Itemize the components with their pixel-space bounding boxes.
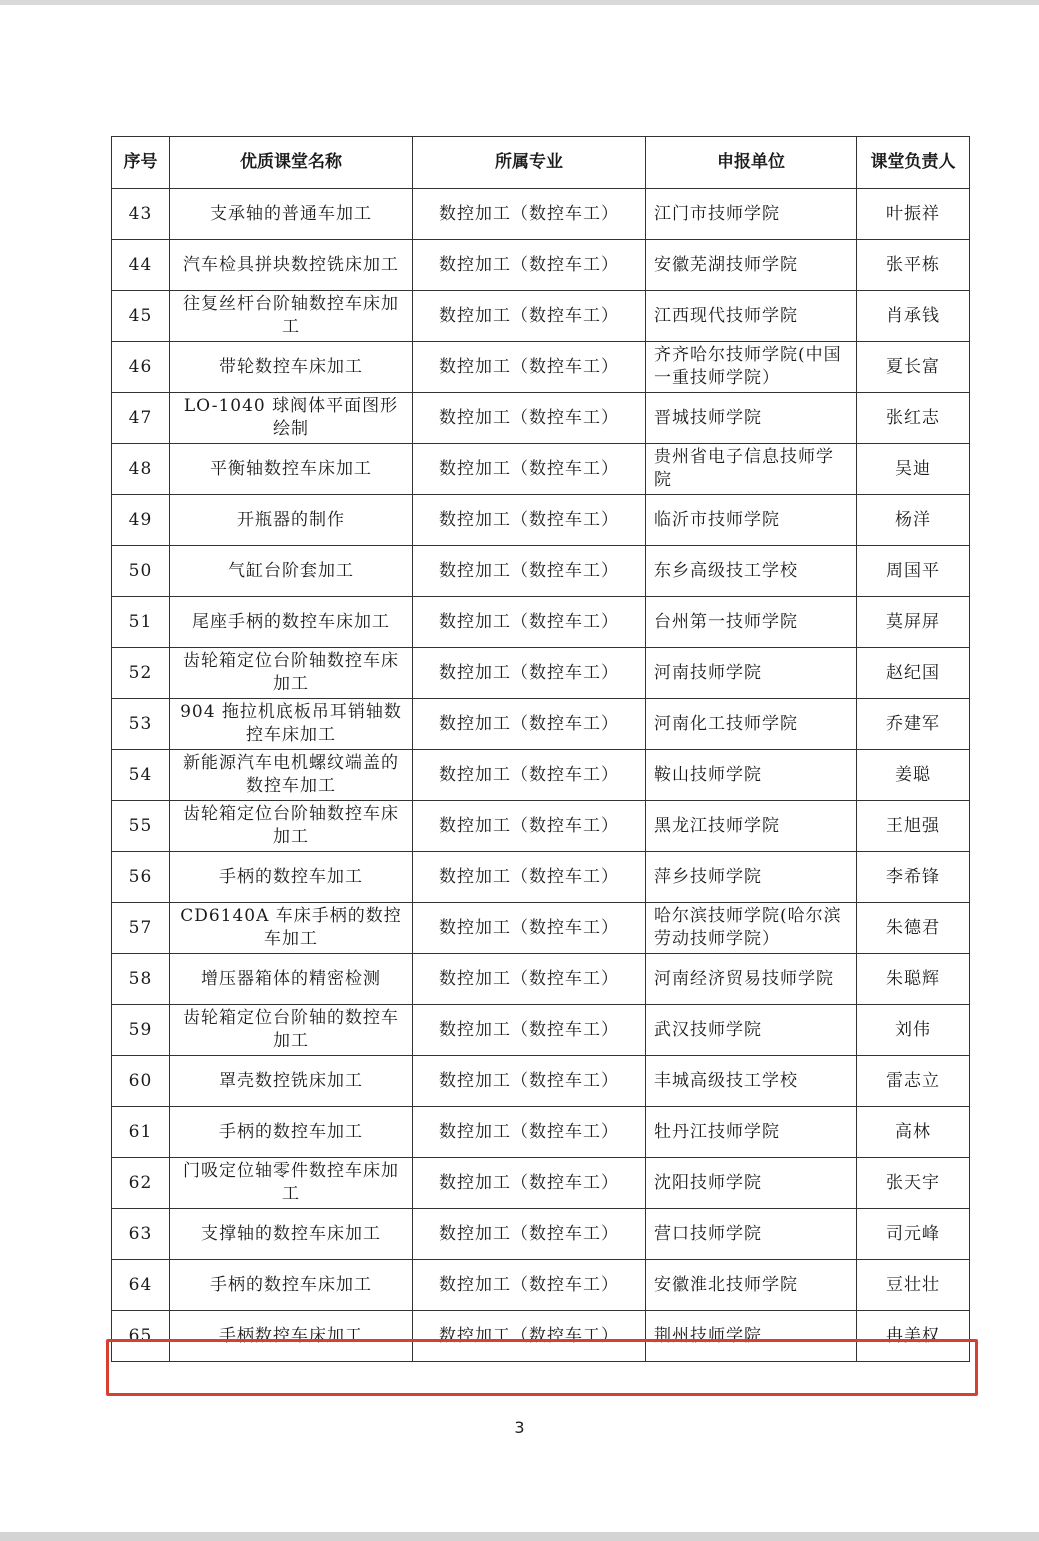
cell-person-in-charge: 姜聪 [857, 750, 970, 801]
cell-person-in-charge: 吴迪 [857, 444, 970, 495]
cell-serial-number: 57 [112, 903, 170, 954]
cell-serial-number: 56 [112, 852, 170, 903]
cell-classroom-name: 齿轮箱定位台阶轴数控车床加工 [170, 648, 413, 699]
cell-person-in-charge: 朱聪辉 [857, 954, 970, 1005]
cell-applicant-unit: 安徽淮北技师学院 [646, 1260, 857, 1311]
table-row [112, 903, 970, 954]
cell-major: 数控加工（数控车工） [413, 1311, 646, 1362]
header-major: 所属专业 [413, 137, 646, 189]
cell-applicant-unit: 荆州技师学院 [646, 1311, 857, 1362]
table-body [112, 189, 970, 1362]
cell-applicant-unit: 江门市技师学院 [646, 189, 857, 240]
cell-person-in-charge: 司元峰 [857, 1209, 970, 1260]
cell-classroom-name: 尾座手柄的数控车床加工 [170, 597, 413, 648]
cell-applicant-unit: 萍乡技师学院 [646, 852, 857, 903]
table-row [112, 393, 970, 444]
top-scan-edge [0, 0, 1039, 5]
cell-serial-number: 48 [112, 444, 170, 495]
cell-serial-number: 65 [112, 1311, 170, 1362]
cell-person-in-charge: 乔建军 [857, 699, 970, 750]
table-row [112, 648, 970, 699]
table-row [112, 189, 970, 240]
cell-person-in-charge: 张天宇 [857, 1158, 970, 1209]
cell-applicant-unit: 贵州省电子信息技师学院 [646, 444, 857, 495]
cell-applicant-unit: 河南经济贸易技师学院 [646, 954, 857, 1005]
table-row [112, 240, 970, 291]
cell-major: 数控加工（数控车工） [413, 393, 646, 444]
cell-major: 数控加工（数控车工） [413, 444, 646, 495]
cell-person-in-charge: 赵纪国 [857, 648, 970, 699]
cell-applicant-unit: 晋城技师学院 [646, 393, 857, 444]
cell-classroom-name: 904 拖拉机底板吊耳销轴数控车床加工 [170, 699, 413, 750]
cell-applicant-unit: 临沂市技师学院 [646, 495, 857, 546]
cell-serial-number: 50 [112, 546, 170, 597]
cell-classroom-name: 手柄的数控车加工 [170, 1107, 413, 1158]
cell-serial-number: 45 [112, 291, 170, 342]
cell-person-in-charge: 张平栋 [857, 240, 970, 291]
cell-major: 数控加工（数控车工） [413, 342, 646, 393]
cell-serial-number: 59 [112, 1005, 170, 1056]
cell-major: 数控加工（数控车工） [413, 954, 646, 1005]
cell-applicant-unit: 台州第一技师学院 [646, 597, 857, 648]
cell-serial-number: 60 [112, 1056, 170, 1107]
cell-applicant-unit: 河南技师学院 [646, 648, 857, 699]
cell-serial-number: 47 [112, 393, 170, 444]
cell-serial-number: 51 [112, 597, 170, 648]
cell-major: 数控加工（数控车工） [413, 597, 646, 648]
cell-major: 数控加工（数控车工） [413, 1158, 646, 1209]
cell-major: 数控加工（数控车工） [413, 546, 646, 597]
cell-person-in-charge: 杨洋 [857, 495, 970, 546]
table-row [112, 1158, 970, 1209]
cell-person-in-charge: 王旭强 [857, 801, 970, 852]
cell-major: 数控加工（数控车工） [413, 240, 646, 291]
cell-person-in-charge: 叶振祥 [857, 189, 970, 240]
cell-applicant-unit: 江西现代技师学院 [646, 291, 857, 342]
cell-classroom-name: CD6140A 车床手柄的数控车加工 [170, 903, 413, 954]
header-classroom-name: 优质课堂名称 [170, 137, 413, 189]
cell-major: 数控加工（数控车工） [413, 1005, 646, 1056]
cell-serial-number: 64 [112, 1260, 170, 1311]
cell-classroom-name: 气缸台阶套加工 [170, 546, 413, 597]
cell-classroom-name: 手柄的数控车加工 [170, 852, 413, 903]
table-row [112, 954, 970, 1005]
cell-serial-number: 55 [112, 801, 170, 852]
table-row [112, 1107, 970, 1158]
table-row [112, 750, 970, 801]
cell-major: 数控加工（数控车工） [413, 1056, 646, 1107]
cell-applicant-unit: 沈阳技师学院 [646, 1158, 857, 1209]
cell-person-in-charge: 雷志立 [857, 1056, 970, 1107]
cell-person-in-charge: 莫屏屏 [857, 597, 970, 648]
cell-major: 数控加工（数控车工） [413, 189, 646, 240]
cell-major: 数控加工（数控车工） [413, 852, 646, 903]
cell-applicant-unit: 丰城高级技工学校 [646, 1056, 857, 1107]
header-person-in-charge: 课堂负责人 [857, 137, 970, 189]
cell-classroom-name: 带轮数控车床加工 [170, 342, 413, 393]
cell-classroom-name: 支承轴的普通车加工 [170, 189, 413, 240]
table-header-row [112, 137, 970, 189]
cell-applicant-unit: 齐齐哈尔技师学院(中国一重技师学院） [646, 342, 857, 393]
cell-applicant-unit: 哈尔滨技师学院(哈尔滨劳动技师学院） [646, 903, 857, 954]
table-row [112, 291, 970, 342]
cell-classroom-name: 齿轮箱定位台阶轴的数控车加工 [170, 1005, 413, 1056]
cell-person-in-charge: 高林 [857, 1107, 970, 1158]
cell-classroom-name: 增压器箱体的精密检测 [170, 954, 413, 1005]
table-row [112, 1209, 970, 1260]
quality-classroom-table [111, 136, 970, 1362]
cell-person-in-charge: 刘伟 [857, 1005, 970, 1056]
table-row [112, 444, 970, 495]
cell-serial-number: 53 [112, 699, 170, 750]
cell-serial-number: 61 [112, 1107, 170, 1158]
cell-classroom-name: 手柄的数控车床加工 [170, 1260, 413, 1311]
cell-person-in-charge: 冉美权 [857, 1311, 970, 1362]
cell-major: 数控加工（数控车工） [413, 495, 646, 546]
page-number: 3 [514, 1418, 525, 1437]
cell-classroom-name: 开瓶器的制作 [170, 495, 413, 546]
cell-major: 数控加工（数控车工） [413, 903, 646, 954]
cell-major: 数控加工（数控车工） [413, 699, 646, 750]
cell-major: 数控加工（数控车工） [413, 1209, 646, 1260]
cell-classroom-name: 罩壳数控铣床加工 [170, 1056, 413, 1107]
cell-person-in-charge: 豆壮壮 [857, 1260, 970, 1311]
cell-person-in-charge: 张红志 [857, 393, 970, 444]
bottom-scan-edge [0, 1532, 1039, 1541]
cell-person-in-charge: 肖承钱 [857, 291, 970, 342]
table-row [112, 1311, 970, 1362]
cell-serial-number: 63 [112, 1209, 170, 1260]
cell-classroom-name: 汽车检具拼块数控铣床加工 [170, 240, 413, 291]
table-row [112, 342, 970, 393]
cell-major: 数控加工（数控车工） [413, 1107, 646, 1158]
cell-serial-number: 43 [112, 189, 170, 240]
table-row [112, 801, 970, 852]
cell-major: 数控加工（数控车工） [413, 750, 646, 801]
cell-applicant-unit: 安徽芜湖技师学院 [646, 240, 857, 291]
cell-applicant-unit: 黑龙江技师学院 [646, 801, 857, 852]
cell-classroom-name: 平衡轴数控车床加工 [170, 444, 413, 495]
cell-serial-number: 52 [112, 648, 170, 699]
cell-major: 数控加工（数控车工） [413, 291, 646, 342]
table-row [112, 1005, 970, 1056]
cell-applicant-unit: 营口技师学院 [646, 1209, 857, 1260]
table-row [112, 495, 970, 546]
cell-major: 数控加工（数控车工） [413, 801, 646, 852]
cell-serial-number: 49 [112, 495, 170, 546]
cell-serial-number: 58 [112, 954, 170, 1005]
cell-classroom-name: 齿轮箱定位台阶轴数控车床加工 [170, 801, 413, 852]
cell-applicant-unit: 牡丹江技师学院 [646, 1107, 857, 1158]
cell-classroom-name: 手柄数控车床加工 [170, 1311, 413, 1362]
cell-applicant-unit: 武汉技师学院 [646, 1005, 857, 1056]
cell-classroom-name: 支撑轴的数控车床加工 [170, 1209, 413, 1260]
cell-serial-number: 54 [112, 750, 170, 801]
table-row [112, 1056, 970, 1107]
cell-person-in-charge: 朱德君 [857, 903, 970, 954]
table-row [112, 1260, 970, 1311]
table-row [112, 546, 970, 597]
cell-serial-number: 46 [112, 342, 170, 393]
cell-serial-number: 44 [112, 240, 170, 291]
table-row [112, 852, 970, 903]
cell-classroom-name: 新能源汽车电机螺纹端盖的数控车加工 [170, 750, 413, 801]
cell-applicant-unit: 河南化工技师学院 [646, 699, 857, 750]
header-applicant-unit: 申报单位 [646, 137, 857, 189]
cell-person-in-charge: 夏长富 [857, 342, 970, 393]
cell-applicant-unit: 东乡高级技工学校 [646, 546, 857, 597]
cell-serial-number: 62 [112, 1158, 170, 1209]
cell-applicant-unit: 鞍山技师学院 [646, 750, 857, 801]
cell-classroom-name: 往复丝杆台阶轴数控车床加工 [170, 291, 413, 342]
cell-major: 数控加工（数控车工） [413, 1260, 646, 1311]
table-row [112, 597, 970, 648]
cell-classroom-name: LO-1040 球阀体平面图形绘制 [170, 393, 413, 444]
cell-major: 数控加工（数控车工） [413, 648, 646, 699]
cell-person-in-charge: 周国平 [857, 546, 970, 597]
cell-classroom-name: 门吸定位轴零件数控车床加工 [170, 1158, 413, 1209]
cell-person-in-charge: 李希锋 [857, 852, 970, 903]
header-serial-number: 序号 [112, 137, 170, 189]
table-row [112, 699, 970, 750]
